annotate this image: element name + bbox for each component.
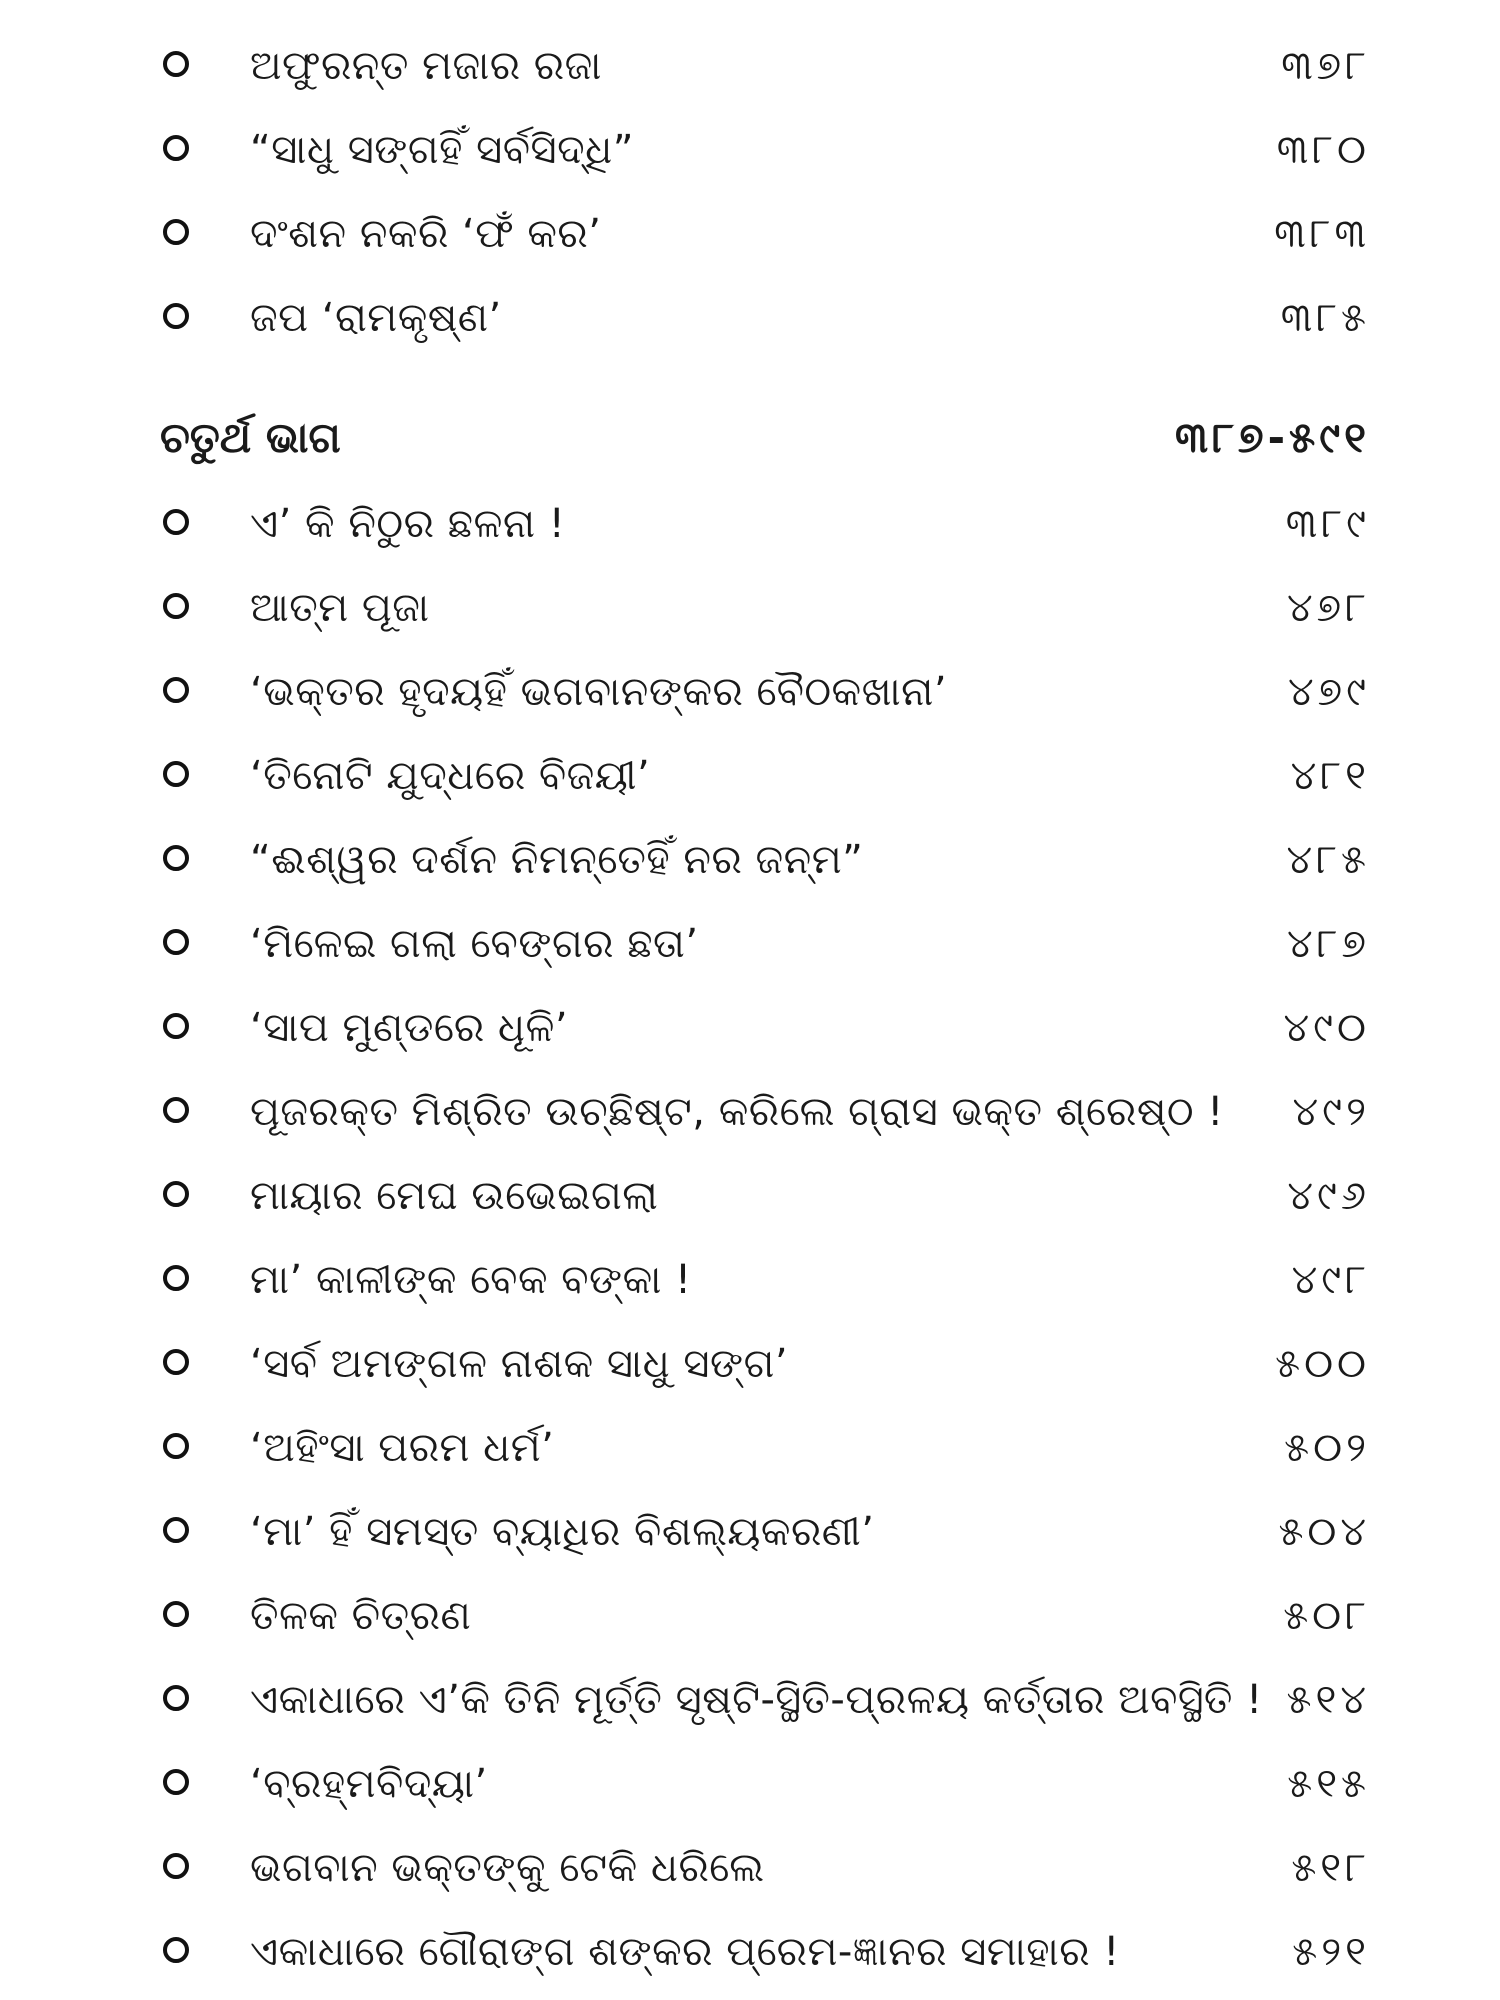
bullet-circle-icon [163, 135, 189, 161]
toc-entry-title: ଭଗବାନ ଭକ୍ତଙ୍କୁ ଟେକି ଧରିଲେ [250, 1845, 765, 1891]
toc-entry-title: ‘ସର୍ବ ଅମଙ୍ଗଳ ନାଶକ ସାଧୁ ସଙ୍ଗ’ [250, 1341, 789, 1387]
toc-entry-title: ‘ତିନୋଟି ଯୁଦ୍ଧରେ ବିଜୟୀ’ [250, 753, 651, 799]
toc-entry-page: ୪୮୭ [1287, 921, 1370, 967]
toc-entry-title: ପୂଜରକ୍ତ ମିଶ୍ରିତ ଉଚ୍ଛିଷ୍ଟ, କରିଲେ ଗ୍ରାସ ଭକ୍ତ ଶ୍ରେଷ୍ଠ ! [250, 1089, 1224, 1135]
bullet-circle-icon [163, 1769, 189, 1795]
section-title: ଚତୁର୍ଥ ଭାଗ [160, 413, 341, 462]
bullet-circle-icon [163, 219, 189, 245]
toc-entry [0, 1574, 1500, 1658]
bullet-circle-icon [163, 677, 189, 703]
toc-entry-page: ୩୮୯ [1285, 501, 1370, 547]
toc-entry-page: ୫୨୧ [1292, 1929, 1370, 1975]
toc-entry [0, 1070, 1500, 1154]
bullet-circle-icon [163, 1937, 189, 1963]
toc-entry [0, 902, 1500, 986]
toc-entry-page: ୫୧୪ [1286, 1677, 1370, 1723]
toc-entry [0, 1910, 1500, 1994]
toc-entry [0, 24, 1500, 108]
toc-entry-page: ୪୭୮ [1287, 585, 1370, 631]
bullet-circle-icon [163, 303, 189, 329]
toc-entry-title: ‘ମିଳେଇ ଗଲା ବେଙ୍ଗର ଛତା’ [250, 921, 699, 967]
toc-entry-page: ୫୦୮ [1283, 1593, 1370, 1639]
toc-entry-title: ‘ମା’ ହିଁ ସମସ୍ତ ବ୍ୟାଧିର ବିଶଲ୍ୟକରଣୀ’ [250, 1509, 875, 1555]
toc-entry [0, 276, 1500, 360]
toc-entry-page: ୪୮୫ [1286, 837, 1370, 883]
toc-entry-title: ‘ଭକ୍ତର ହୃଦୟହିଁ ଭଗବାନଙ୍କର ବୈଠକଖାନା’ [250, 669, 948, 715]
toc-entry [0, 108, 1500, 192]
bullet-circle-icon [163, 1181, 189, 1207]
toc-entry [0, 986, 1500, 1070]
toc-entry-page: ୫୧୮ [1291, 1845, 1370, 1891]
toc-entry-page: ୩୮୩ [1274, 211, 1370, 257]
toc-entry-page: ୪୯୮ [1291, 1257, 1370, 1303]
toc-entry [0, 1238, 1500, 1322]
toc-entry-page: ୪୭୯ [1288, 669, 1370, 715]
toc-entry-page: ୫୧୫ [1287, 1761, 1370, 1807]
toc-entry-title: ‘ଅହିଂସା ପରମ ଧର୍ମ’ [250, 1425, 555, 1471]
toc-entry-page: ୩୭୮ [1281, 43, 1370, 89]
bullet-circle-icon [163, 845, 189, 871]
bullet-circle-icon [163, 1517, 189, 1543]
toc-entry [0, 1406, 1500, 1490]
bullet-circle-icon [163, 1097, 189, 1123]
section-heading [0, 396, 1500, 480]
toc-entry-title: “ଈଶ୍ୱର ଦର୍ଶନ ନିମନ୍ତେହିଁ ନର ଜନ୍ମ” [250, 837, 864, 883]
bullet-circle-icon [163, 509, 189, 535]
bullet-circle-icon [163, 1685, 189, 1711]
bullet-circle-icon [163, 1853, 189, 1879]
toc-entry-title: “ସାଧୁ ସଙ୍ଗହିଁ ସର୍ବସିଦ୍ଧି” [250, 127, 634, 173]
toc-entry-title: ତିଳକ ଚିତ୍ରଣ [250, 1593, 472, 1639]
bullet-circle-icon [163, 1433, 189, 1459]
toc-entry [0, 1154, 1500, 1238]
toc-entry [0, 1322, 1500, 1406]
toc-entry-title: ଏକାଧାରେ ଏ’କି ତିନି ମୂର୍ତ୍ତି ସୃଷ୍ଟି-ସ୍ଥିତି-ପ୍ରଳୟ କର୍ତ୍ତାର ଅବସ୍ଥିତି ! [250, 1677, 1263, 1723]
toc-entry-title: ଦଂଶନ ନକରି ‘ଫଁ କର’ [250, 211, 602, 257]
toc-entry-page: ୪୯୦ [1283, 1005, 1370, 1051]
toc-entry-page: ୪୯୬ [1287, 1173, 1370, 1219]
toc-entry-page: ୫୦୪ [1278, 1509, 1370, 1555]
bullet-circle-icon [163, 593, 189, 619]
bullet-circle-icon [163, 51, 189, 77]
bullet-circle-icon [163, 1013, 189, 1039]
toc-entry-title: ଅଫୁରନ୍ତ ମଜାର ରଜା [250, 43, 602, 89]
toc-entry-page: ୪୮୧ [1290, 753, 1370, 799]
toc-entry-page: ୩୮୦ [1276, 127, 1370, 173]
toc-entry [0, 1826, 1500, 1910]
toc-entry-title: ମାୟାର ମେଘ ଉଭେଇଗଲା [250, 1173, 659, 1219]
toc-entry-page: ୫୦୨ [1284, 1425, 1370, 1471]
bullet-circle-icon [163, 1265, 189, 1291]
toc-entry [0, 482, 1500, 566]
toc-entry [0, 818, 1500, 902]
toc-entry-page: ୪୯୨ [1292, 1089, 1370, 1135]
toc-entry-page: ୫୦୦ [1275, 1341, 1370, 1387]
toc-entry-title: ଏ’ କି ନିଠୁର ଛଳନା ! [250, 501, 566, 547]
toc-entry-title: ‘ସାପ ମୁଣ୍ଡରେ ଧୂଳି’ [250, 1005, 569, 1051]
toc-entry [0, 1742, 1500, 1826]
toc-entry-title: ମା’ କାଳୀଙ୍କ ବେକ ବଙ୍କା ! [250, 1257, 692, 1303]
bullet-circle-icon [163, 1349, 189, 1375]
bullet-circle-icon [163, 761, 189, 787]
bullet-circle-icon [163, 1601, 189, 1627]
toc-entry [0, 734, 1500, 818]
toc-entry [0, 650, 1500, 734]
toc-entry-page: ୩୮୫ [1280, 295, 1370, 341]
toc-entry [0, 566, 1500, 650]
toc-entry [0, 1658, 1500, 1742]
toc-entry [0, 1490, 1500, 1574]
section-page-range: ୩୮୭-୫୯୧ [1174, 413, 1370, 462]
toc-entry-title: ‘ବ୍ରହ୍ମବିଦ୍ୟା’ [250, 1761, 488, 1807]
bullet-circle-icon [163, 929, 189, 955]
toc-entry-title: ଏକାଧାରେ ଗୌରାଙ୍ଗ ଶଙ୍କର ପ୍ରେମ-ଜ୍ଞାନର ସମାହାର ! [250, 1929, 1120, 1975]
toc-entry [0, 192, 1500, 276]
toc-entry-title: ଜପ ‘ରାମକୃଷ୍ଣ’ [250, 295, 502, 341]
toc-entry-title: ଆତ୍ମ ପୂଜା [250, 585, 430, 631]
